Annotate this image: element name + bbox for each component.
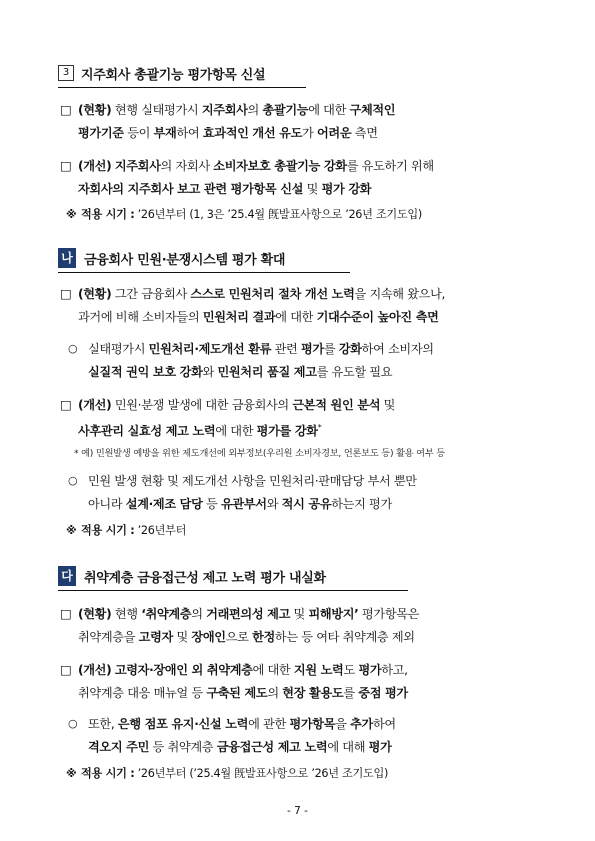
note-label: 적용 시기 : xyxy=(81,208,135,221)
section-heading-da xyxy=(58,564,408,588)
bullet-marker: ○ xyxy=(68,474,78,487)
emphasis-run: 강화 xyxy=(338,342,362,356)
text-run: 을 지속해 왔으나, xyxy=(354,287,446,301)
text-run: 아니라 xyxy=(88,497,126,511)
emphasis-run: 효과적인 개선 유도 xyxy=(202,126,303,140)
paragraph-line xyxy=(78,606,419,622)
emphasis-run: 지주회사 xyxy=(201,103,248,117)
section-title: 취약계층 금융접근성 제고 노력 평가 내실화 xyxy=(84,570,326,586)
emphasis-run: 평가를 강화 xyxy=(256,424,318,439)
text-run: 및 xyxy=(380,398,396,412)
text-run: 관련 xyxy=(271,342,301,356)
checkbox-marker: □ xyxy=(60,397,72,412)
text-run: 평가항목은 xyxy=(358,607,420,621)
checkbox-marker: □ xyxy=(60,158,72,173)
emphasis-run: 기대수준이 높아진 측면 xyxy=(316,310,439,324)
note-text: ’26년부터 (’25.4월 旣발표사항으로 ’26년 조기도입) xyxy=(137,767,389,780)
text-run: 현행 xyxy=(114,607,142,621)
paragraph-line xyxy=(78,309,439,325)
footnote-ref: * xyxy=(317,423,322,432)
text-run: 및 xyxy=(303,182,322,196)
emphasis-run: 근본적 원인 분석 xyxy=(292,398,381,412)
emphasis-run: 평가 xyxy=(358,663,382,677)
emphasis-run: 부재 xyxy=(153,126,177,140)
note-label: 적용 시기 : xyxy=(81,524,135,537)
emphasis-run: 금융접근성 제고 노력 xyxy=(216,740,328,754)
section-letter-box: 나 xyxy=(58,248,76,268)
text-run: 를 유도할 필요 xyxy=(316,365,393,379)
text-run: 에 관한 xyxy=(248,717,290,731)
text-run: 의 xyxy=(191,607,207,621)
text-run: 에 대해 xyxy=(327,740,369,754)
note-marker: ※ xyxy=(66,208,77,221)
emphasis-run: 지주회사 xyxy=(114,159,161,173)
text-run: 취약계층 대응 매뉴얼 등 xyxy=(78,686,207,700)
text-run: 의 xyxy=(267,686,283,700)
text-run: 하여 소비자의 xyxy=(361,342,434,356)
paragraph-line xyxy=(88,473,417,489)
section-heading-na xyxy=(58,246,350,270)
heading-underline xyxy=(58,590,408,591)
emphasis-run: ‘취약계층 xyxy=(141,607,192,621)
text-run: 하는 등 여타 취약계층 제외 xyxy=(274,630,415,644)
status-label: (개선) xyxy=(78,663,112,677)
emphasis-run: 피해방지’ xyxy=(308,607,359,621)
emphasis-run: 총괄기능 xyxy=(262,103,309,117)
emphasis-run: 어려운 xyxy=(316,126,352,140)
checkbox-marker: □ xyxy=(60,606,72,621)
emphasis-run: 현장 활용도 xyxy=(282,686,344,700)
paragraph-line xyxy=(78,125,378,141)
section-number-box: 3 xyxy=(58,65,74,81)
emphasis-run: 구축된 제도 xyxy=(206,686,268,700)
paragraph-line xyxy=(78,662,408,678)
heading-underline xyxy=(58,272,350,273)
text-run: 와 xyxy=(266,497,282,511)
text-run: 현행 실태평가시 xyxy=(114,103,202,117)
text-run: 등이 xyxy=(123,126,154,140)
section-title: 지주회사 총괄기능 평가항목 신설 xyxy=(81,67,266,83)
text-run: 를 유도하기 위해 xyxy=(346,159,434,173)
emphasis-run: 고령자·장애인 외 취약계층 xyxy=(114,663,253,677)
emphasis-run: 지원 노력 xyxy=(293,663,344,677)
emphasis-run: 평가 xyxy=(368,740,392,754)
emphasis-run: 고령자 xyxy=(138,630,173,644)
note-text: ’26년부터 xyxy=(137,524,187,537)
text-run: 민원·분쟁 발생에 대한 금융회사의 xyxy=(114,398,293,412)
status-label: (현황) xyxy=(78,287,112,301)
emphasis-run: 민원처리·제도개선 환류 xyxy=(148,342,272,356)
text-run: 민원 발생 현황 및 제도개선 사항을 민원처리·판매담당 부서 뿐만 xyxy=(88,474,417,488)
text-run: 하여 xyxy=(372,717,396,731)
paragraph-line xyxy=(78,629,415,645)
status-label: (개선) xyxy=(78,159,112,173)
note-line xyxy=(81,207,422,223)
emphasis-run: 거래편의성 제고 xyxy=(206,607,290,621)
text-run: 를 xyxy=(323,342,339,356)
emphasis-run: 소비자보호 총괄기능 강화 xyxy=(213,159,347,173)
paragraph-line xyxy=(78,685,408,701)
text-run: 측면 xyxy=(351,126,378,140)
paragraph-line xyxy=(78,286,445,302)
text-run: 가 xyxy=(302,126,317,140)
emphasis-run: 격오지 주민 xyxy=(88,740,150,754)
emphasis-run: 평가항목 신설 xyxy=(230,182,304,196)
text-run: 및 xyxy=(172,630,192,644)
note-line xyxy=(81,523,186,539)
heading-underline xyxy=(58,87,306,88)
note-marker: ※ xyxy=(66,767,77,780)
status-label: (현황) xyxy=(78,103,112,117)
text-run: 을 xyxy=(335,717,351,731)
status-label: (현황) xyxy=(78,607,112,621)
paragraph-line xyxy=(88,341,434,357)
emphasis-run: 유관부서 xyxy=(221,497,267,511)
bullet-marker: ○ xyxy=(68,342,78,355)
text-run: 에 대한 xyxy=(275,310,317,324)
status-label: (개선) xyxy=(78,398,112,412)
paragraph-line xyxy=(78,158,434,174)
paragraph-line xyxy=(78,102,395,118)
checkbox-marker: □ xyxy=(60,102,72,117)
text-run: 의 자회사 xyxy=(160,159,214,173)
bullet-marker: ○ xyxy=(68,717,78,730)
paragraph-line xyxy=(88,739,392,755)
emphasis-run: 민원처리 품질 제고 xyxy=(217,365,317,379)
note-line xyxy=(81,766,388,782)
page-number: - 7 - xyxy=(287,805,308,817)
note-text: ’26년부터 (1, 3은 ’25.4월 旣발표사항으로 ’26년 조기도입) xyxy=(137,208,422,221)
paragraph-line xyxy=(88,496,392,512)
emphasis-run: 사후관리 실효성 제고 노력 xyxy=(78,424,216,439)
emphasis-run: 설계·제조 담당 xyxy=(125,497,203,511)
text-run: 과거에 비해 소비자들의 xyxy=(78,310,203,324)
text-run: 의 xyxy=(247,103,263,117)
text-run: 등 취약계층 xyxy=(149,740,217,754)
text-run: 를 xyxy=(343,686,359,700)
emphasis-run: 구체적인 xyxy=(349,103,396,117)
text-run: 실태평가시 xyxy=(88,342,149,356)
emphasis-run: 중점 평가 xyxy=(358,686,408,700)
emphasis-run: 한정 xyxy=(252,630,275,644)
section-heading-3 xyxy=(58,61,306,85)
section-title: 금융회사 민원·분쟁시스템 평가 확대 xyxy=(84,252,286,268)
paragraph-line xyxy=(88,364,392,380)
text-run: 등 xyxy=(202,497,221,511)
note-label: 적용 시기 : xyxy=(81,767,135,780)
text-run: 와 xyxy=(202,365,218,379)
text-run: 하여 xyxy=(176,126,203,140)
paragraph-line xyxy=(88,716,396,732)
emphasis-run: 평가항목 xyxy=(289,717,336,731)
emphasis-run: 자회사의 지주회사 보고 관련 xyxy=(78,182,231,196)
text-run: 으로 xyxy=(225,630,253,644)
text-run: 및 xyxy=(290,607,309,621)
emphasis-run: 스스로 민원처리 절차 개선 노력 xyxy=(190,287,355,301)
emphasis-run: 평가 강화 xyxy=(321,182,372,196)
text-run: 취약계층을 xyxy=(78,630,139,644)
emphasis-run: 평가기준 xyxy=(78,126,124,140)
text-run: 도 xyxy=(343,663,359,677)
paragraph-line xyxy=(78,420,321,439)
section-letter-box: 다 xyxy=(58,566,76,586)
emphasis-run: 민원처리 결과 xyxy=(202,310,276,324)
text-run: 하는지 평가 xyxy=(331,497,392,511)
text-run: 그간 금융회사 xyxy=(114,287,191,301)
text-run: 하고, xyxy=(381,663,408,677)
text-run: 에 대한 xyxy=(308,103,350,117)
emphasis-run: 실질적 권익 보호 강화 xyxy=(88,365,203,379)
emphasis-run: 적시 공유 xyxy=(281,497,332,511)
text-run: 또한, xyxy=(88,717,118,731)
emphasis-run: 평가 xyxy=(300,342,324,356)
checkbox-marker: □ xyxy=(60,286,72,301)
emphasis-run: 은행 점포 유지·신설 노력 xyxy=(117,717,249,731)
footnote: * 예) 민원발생 예방을 위한 제도개선에 외부정보(우리원 소비자경보, 언론보도 등) 활용 여부 등 xyxy=(74,448,445,459)
emphasis-run: 추가 xyxy=(350,717,373,731)
note-marker: ※ xyxy=(66,524,77,537)
text-run: 에 대한 xyxy=(215,424,257,439)
paragraph-line xyxy=(78,397,395,413)
paragraph-line xyxy=(78,181,371,197)
emphasis-run: 장애인 xyxy=(191,630,226,644)
checkbox-marker: □ xyxy=(60,662,72,677)
text-run: 에 대한 xyxy=(252,663,294,677)
